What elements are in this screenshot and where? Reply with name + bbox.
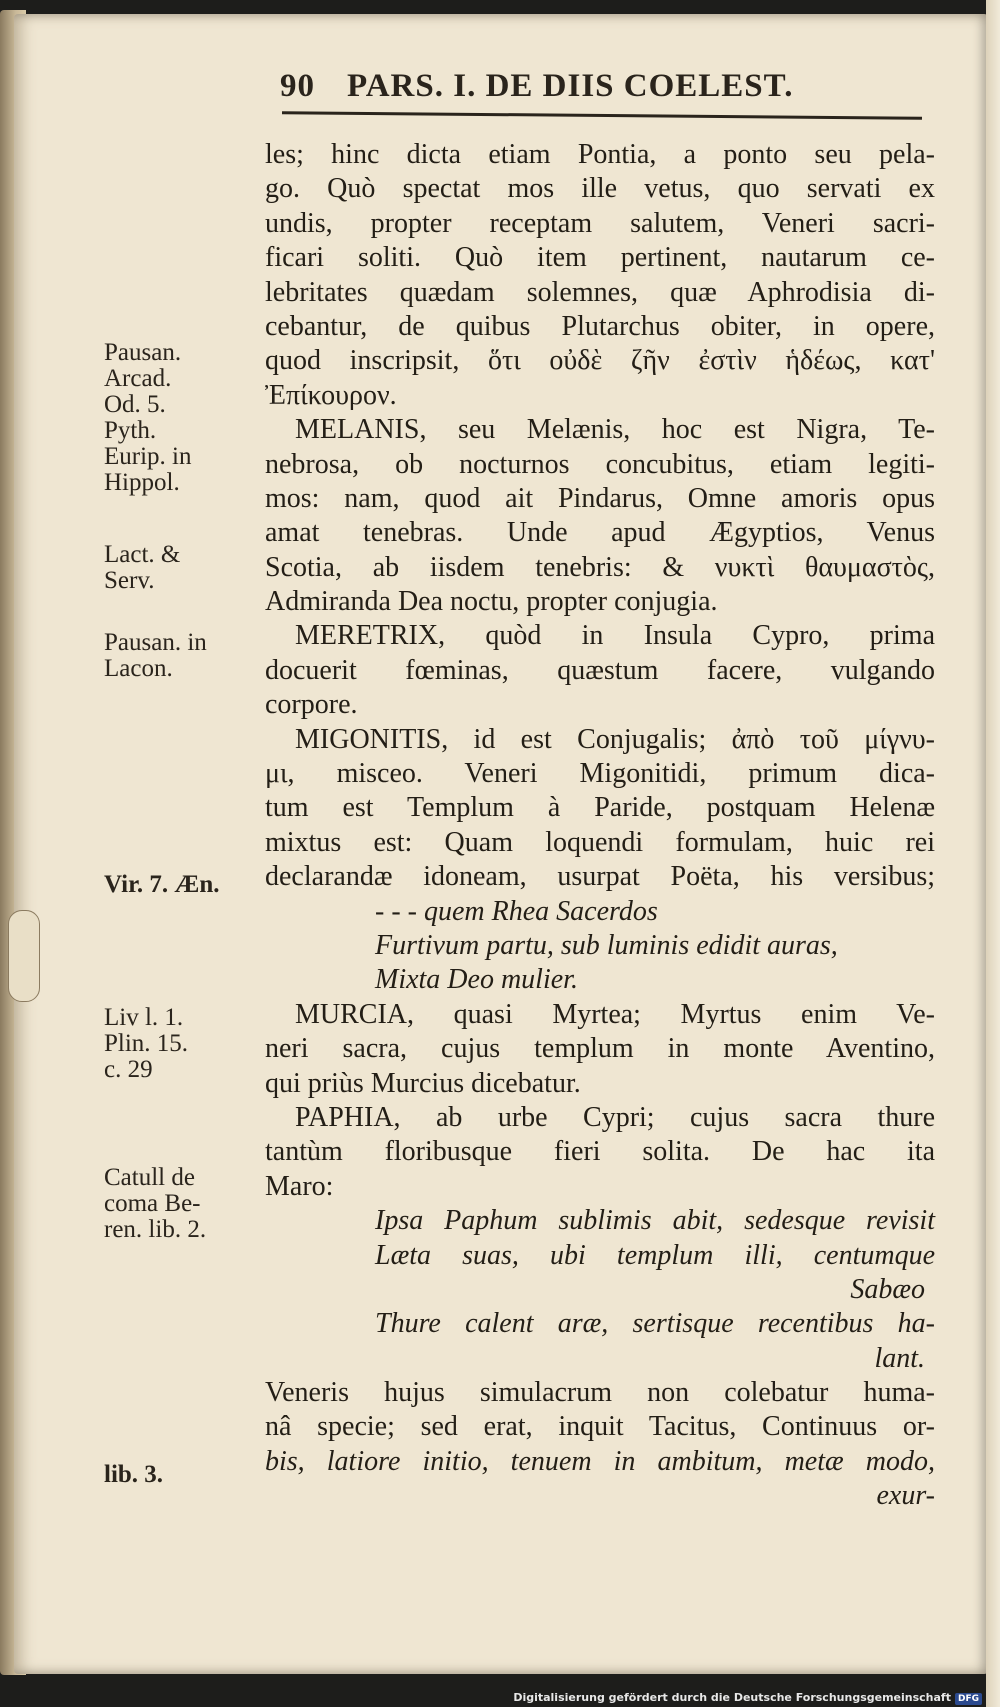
text-line: declarandæ idoneam, usurpat Poëta, his versibus; [265, 861, 935, 893]
margin-note: Lact. & Serv. [104, 541, 181, 594]
verse-line: Furtivum partu, sub luminis edidit auras, [375, 929, 838, 961]
digitization-credit: Digitalisierung gefördert durch die Deutsche Forschungsgemeinschaft DFG [513, 1691, 982, 1705]
text-line: nebrosa, ob nocturnos concubitus, etiam legiti- [265, 448, 935, 480]
text-line: les; hinc dicta etiam Pontia, a ponto seu pela- [265, 139, 935, 170]
margin-note: Pausan. in Lacon. [104, 629, 207, 682]
catchword: exur- [876, 1480, 935, 1512]
text-line: ficari soliti. Quò item pertinent, nautarum ce- [265, 242, 935, 274]
text-line: Admiranda Dea noctu, propter conjugia. [265, 586, 718, 618]
text-line: mos: nam, quod ait Pindarus, Omne amoris opus [265, 482, 935, 514]
text-line: Ἐπίκουρον. [265, 379, 397, 411]
running-title: PARS. I. DE DIIS COELEST. [347, 68, 794, 104]
text-line: go. Quò spectat mos ille vetus, quo servati ex [265, 173, 935, 205]
book-edge-right [986, 0, 1000, 1707]
dfg-logo-icon: DFG [955, 1693, 982, 1705]
text-line: MURCIA, quasi Myrtea; Myrtus enim Ve- [295, 998, 935, 1030]
text-line: corpore. [265, 689, 358, 721]
text-line: Veneris hujus simulacrum non colebatur huma- [265, 1377, 935, 1409]
text-line: neri sacra, cujus templum in monte Aventino, [265, 1033, 935, 1065]
text-line: Scotia, ab iisdem tenebris: & νυκτὶ θαυμαστὸς, [265, 551, 935, 583]
text-line: MERETRIX, quòd in Insula Cypro, prima [295, 620, 935, 652]
text-line: quod inscripsit, ὅτι οὐδὲ ζῆν ἐστὶν ἡδέως, κατ' [265, 345, 935, 377]
text-line: nâ specie; sed erat, inquit Tacitus, Continuus or- [265, 1411, 935, 1443]
margin-note: Pausan. Arcad. Od. 5. Pyth. Eurip. in Hippol. [104, 339, 192, 496]
verse-line: Thure calent aræ, sertisque recentibus ha- [375, 1308, 935, 1340]
verse-line: - - - quem Rhea Sacerdos [375, 895, 658, 927]
text-line: undis, propter receptam salutem, Veneri sacri- [265, 207, 935, 239]
verse-line: lant. [874, 1342, 925, 1374]
margin-note: Catull de coma Be- ren. lib. 2. [104, 1164, 207, 1243]
margin-note: Liv l. 1. Plin. 15. c. 29 [104, 1004, 189, 1083]
margin-note: lib. 3. [104, 1461, 164, 1488]
margin-note: Vir. 7. Æn. [104, 871, 220, 898]
text-line: amat tenebras. Unde apud Ægyptios, Venus [265, 517, 935, 549]
body-text [265, 138, 935, 1514]
text-line: docuerit fœminas, quæstum facere, vulgando [265, 654, 935, 686]
text-line: tum est Templum à Paride, postquam Helenæ [265, 792, 935, 824]
text-line: MIGONITIS, id est Conjugalis; ἀπὸ τοῦ μίγνυ- [295, 723, 935, 755]
verse-line: Sabæo [850, 1273, 925, 1305]
text-line: cebantur, de quibus Plutarchus obiter, in opere, [265, 310, 935, 342]
text-line: bis, latiore initio, tenuem in ambitum, metæ modo, [265, 1445, 935, 1477]
text-line: Maro: [265, 1170, 334, 1202]
running-header [280, 68, 840, 105]
text-line: MELANIS, seu Melænis, hoc est Nigra, Te- [295, 414, 935, 446]
verse-line: Mixta Deo mulier. [375, 964, 578, 996]
text-line: qui priùs Murcius dicebatur. [265, 1067, 581, 1099]
text-line: lebritates quædam solemnes, quæ Aphrodisia di- [265, 276, 935, 308]
text-line: tantùm floribusque fieri solita. De hac ita [265, 1136, 935, 1168]
text-line: PAPHIA, ab urbe Cypri; cujus sacra thure [295, 1101, 935, 1133]
verse-line: Læta suas, ubi templum illi, centumque [375, 1239, 935, 1271]
verse-line: Ipsa Paphum sublimis abit, sedesque revisit [375, 1205, 935, 1237]
text-line: μι, misceo. Veneri Migonitidi, primum dica- [265, 758, 935, 790]
text-line: mixtus est: Quam loquendi formulam, huic rei [265, 826, 935, 858]
page-number: 90 [280, 68, 315, 104]
binding-clip [8, 910, 40, 1002]
